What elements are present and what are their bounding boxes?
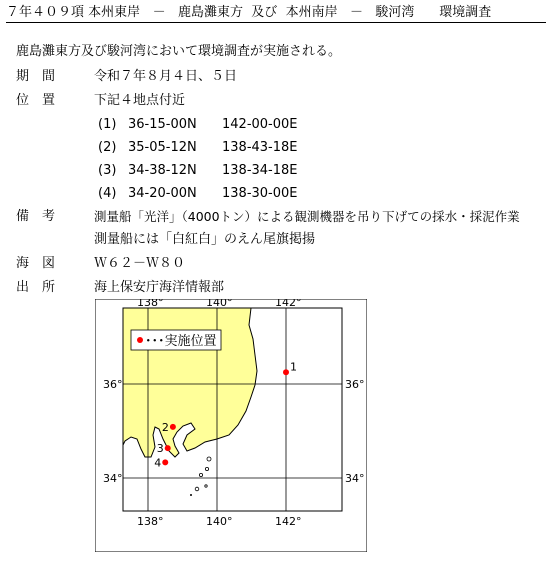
region-east: 本州東岸	[88, 5, 141, 20]
position-marker-3	[165, 445, 171, 451]
position-marker-2	[170, 424, 176, 430]
period-value: 令和７年８月４日、５日	[94, 69, 238, 84]
position-marker-label-2: 2	[161, 420, 169, 434]
chart-label: 海 図	[16, 256, 56, 271]
source-value: 海上保安庁海洋情報部	[94, 280, 225, 295]
summary-text: 鹿島灘東方及び駿河湾において環境調査が実施される。	[16, 44, 342, 59]
item-number: ７年４０９項	[6, 5, 85, 20]
source-label: 出 所	[16, 280, 56, 295]
area-name: 鹿島灘東方	[178, 5, 244, 20]
location-map	[95, 299, 367, 552]
position-point-2: (2) 35-05-12N 138-43-18E	[98, 140, 298, 155]
legend-text: ･･･実施位置	[145, 334, 217, 349]
remarks-label: 備 考	[16, 209, 56, 224]
remarks-line-2: 測量船には「白紅白」のえん尾旗掲揚	[94, 232, 316, 247]
lat-label-left: 34°	[103, 472, 123, 485]
notice-title	[6, 5, 546, 23]
lon-label-bottom: 138°	[137, 515, 164, 528]
lon-label-top: 138°	[137, 299, 164, 309]
position-point-3: (3) 34-38-12N 138-34-18E	[98, 163, 298, 178]
title-dash-1: －	[152, 5, 166, 20]
position-point-1: (1) 36-15-00N 142-00-00E	[98, 117, 298, 132]
position-marker-4	[162, 459, 168, 465]
position-marker-label-3: 3	[156, 442, 164, 456]
position-label: 位 置	[16, 93, 56, 108]
lat-label-right: 36°	[345, 378, 365, 391]
period-label: 期 間	[16, 69, 56, 84]
lat-label-left: 36°	[103, 378, 123, 391]
lon-label-top: 140°	[206, 299, 233, 309]
legend-marker-icon	[137, 337, 143, 343]
title-and: 及び	[251, 5, 278, 20]
lon-label-bottom: 142°	[275, 515, 302, 528]
position-intro: 下記４地点付近	[94, 93, 186, 108]
title-dash-2: －	[349, 5, 363, 20]
subject: 環境調査	[439, 5, 492, 20]
remarks-line-1: 測量船「光洋」（4000トン）による観測機器を吊り下げての採水・採泥作業	[94, 209, 520, 224]
position-point-4: (4) 34-20-00N 138-30-00E	[98, 186, 298, 201]
bay-name: 駿河湾	[375, 5, 415, 20]
region-south: 本州南岸	[285, 5, 338, 20]
lon-label-bottom: 140°	[206, 515, 233, 528]
chart-value: Ｗ６２－Ｗ８０	[94, 256, 186, 271]
lon-label-top: 142°	[275, 299, 302, 309]
lat-label-right: 34°	[345, 472, 365, 485]
position-marker-label-4: 4	[154, 456, 162, 470]
position-marker-1	[283, 369, 289, 375]
position-marker-label-1: 1	[290, 360, 297, 374]
map-legend	[131, 330, 221, 350]
island	[190, 494, 192, 496]
